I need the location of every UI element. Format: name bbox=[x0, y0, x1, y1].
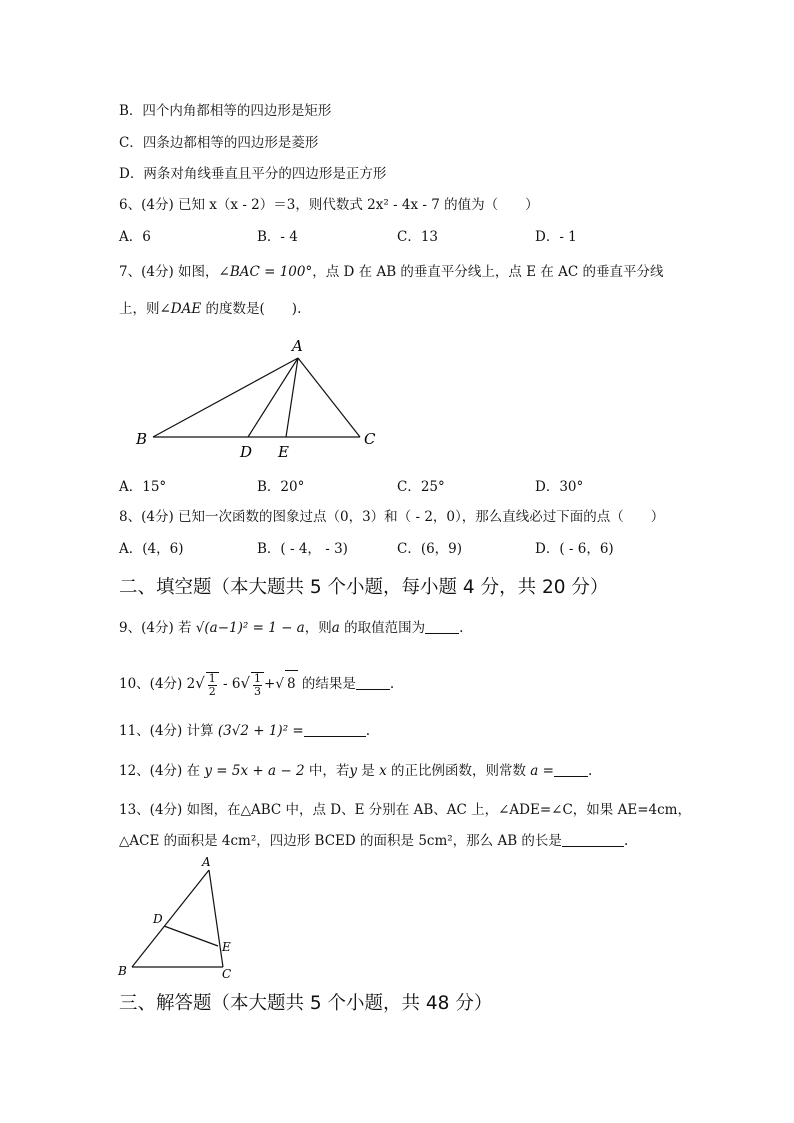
q10-rad8: 8 bbox=[285, 670, 298, 697]
q11-prefix: 11、(4分) 计算 bbox=[119, 723, 218, 739]
q9-expr: √(a−1)² = 1 − a bbox=[195, 620, 305, 636]
q13-line2: △ACE 的面积是 4cm²，四边形 BCED 的面积是 5cm²，那么 AB 的长是 bbox=[119, 833, 562, 849]
q7-suffix: ，点 D 在 AB 的垂直平分线上，点 E 在 AC 的垂直平分线 bbox=[312, 264, 664, 280]
q7-option-b: B．20° bbox=[257, 479, 305, 495]
q12-mid3: 的正比例函数，则常数 bbox=[386, 763, 531, 779]
choice-b: B．四个内角都相等的四边形是矩形 bbox=[119, 103, 332, 119]
q11-answer-blank[interactable] bbox=[304, 722, 366, 737]
q7-triangle bbox=[153, 358, 360, 437]
q6-option-a: A．6 bbox=[119, 229, 151, 245]
q10-mid: - 6 bbox=[218, 676, 241, 692]
q7-label-c: C bbox=[364, 430, 376, 448]
q7-label-b: B bbox=[136, 430, 148, 448]
q10-stem: 10、(4分) 2√ $\frac{1}{2}$ - 6√ $\frac{1}{3}$ +√ 8 的结果是 . bbox=[119, 671, 395, 698]
q11-expr: (3√2 + 1)² = bbox=[217, 723, 304, 739]
q6-option-c: C．13 bbox=[397, 229, 439, 245]
q6-option-d: D．- 1 bbox=[535, 229, 577, 245]
q12-mid: 中，若 bbox=[304, 763, 350, 779]
q7-figure bbox=[128, 330, 388, 465]
q12-stem bbox=[119, 762, 592, 780]
q13-stem-line1: 13、(4分) 如图，在△ABC 中，点 D、E 分别在 AB、AC 上，∠ADE=∠C，如果 AE=4cm， bbox=[119, 802, 691, 818]
q12-expr: y = 5x + a − 2 bbox=[204, 763, 305, 779]
q7-option-a: A．15° bbox=[119, 479, 167, 495]
q8-option-c: C．(6，9) bbox=[397, 541, 463, 557]
q10-suffix: 的结果是 bbox=[297, 676, 356, 692]
q12-x: x bbox=[379, 763, 387, 779]
choice-c: C．四条边都相等的四边形是菱形 bbox=[119, 135, 319, 151]
q7-angle: ∠BAC = 100° bbox=[218, 264, 313, 280]
q6-stem: 6、(4分) 已知 x（x - 2）＝3，则代数式 2x² - 4x - 7 的值为（ ） bbox=[119, 197, 539, 213]
q7-prefix: 7、(4分) 如图， bbox=[119, 264, 219, 280]
q9-prefix: 9、(4分) 若 bbox=[119, 620, 196, 636]
q9-suffix: 的取值范围为 bbox=[339, 620, 426, 636]
q6-options bbox=[119, 228, 639, 246]
q7-line2-prefix: 上，则 bbox=[119, 301, 160, 317]
q11-suffix: . bbox=[365, 723, 370, 739]
q12-mid2: 是 bbox=[356, 763, 380, 779]
q9-mid: ，则 bbox=[304, 620, 332, 636]
q13-label-a: A bbox=[202, 855, 211, 869]
q7-label-a: A bbox=[292, 337, 303, 355]
choice-d: D．两条对角线垂直且平分的四边形是正方形 bbox=[119, 166, 387, 182]
q13-triangle bbox=[132, 870, 223, 967]
q6-option-b: B．- 4 bbox=[257, 229, 298, 245]
q10-frac2: $\frac{1}{3}$ bbox=[251, 672, 264, 698]
q12-suffix: . bbox=[587, 763, 593, 779]
q8-option-d: D．( - 6，6) bbox=[535, 541, 614, 557]
q9-var: a bbox=[331, 620, 340, 636]
q7-label-e: E bbox=[278, 443, 289, 461]
q8-stem: 8、(4分) 已知一次函数的图象过点（0，3）和（ - 2，0），那么直线必过下面的点（ ） bbox=[119, 509, 665, 525]
q12-answer-blank[interactable] bbox=[554, 762, 588, 777]
q13-answer-blank[interactable] bbox=[562, 832, 624, 847]
q9-stem: 9、(4分) 若 √(a−1)² = 1 − a，则a 的取值范围为 . bbox=[119, 620, 464, 636]
q13-label-c: C bbox=[222, 967, 232, 981]
q12-prefix: 12、(4分) 在 bbox=[119, 763, 205, 779]
q7-options bbox=[119, 478, 639, 496]
q12-a: a = bbox=[530, 763, 554, 779]
q7-label-d: D bbox=[240, 443, 253, 461]
q7-stem-line2 bbox=[119, 300, 301, 318]
q10-plus: + bbox=[264, 676, 276, 692]
q7-line2-suffix: 的度数是( ). bbox=[201, 301, 302, 317]
q11-stem bbox=[119, 722, 370, 740]
q13-stem-line2 bbox=[119, 832, 628, 850]
q7-stem-line1 bbox=[119, 263, 664, 281]
q10-answer-blank[interactable] bbox=[356, 675, 390, 690]
q13-label-e: E bbox=[222, 940, 231, 954]
q12-y: y bbox=[349, 763, 357, 779]
q8-option-a: A．(4，6) bbox=[119, 541, 184, 557]
q7-option-c: C．25° bbox=[397, 479, 445, 495]
q7-angle2: ∠DAE bbox=[159, 301, 202, 317]
q13-line2-end: . bbox=[623, 833, 629, 849]
q10-frac1: $\frac{1}{2}$ bbox=[206, 672, 219, 698]
q8-option-b: B．( - 4， - 3) bbox=[257, 541, 348, 557]
q13-label-d: D bbox=[153, 912, 163, 926]
q8-options bbox=[119, 540, 639, 558]
q13-figure bbox=[115, 852, 245, 982]
q10-prefix: 10、(4分) 2 bbox=[119, 676, 196, 692]
section2-heading: 二、填空题（本大题共 5 个小题，每小题 4 分，共 20 分） bbox=[119, 577, 609, 598]
q9-answer-blank[interactable] bbox=[425, 619, 459, 634]
q7-option-d: D．30° bbox=[535, 479, 584, 495]
q13-label-b: B bbox=[118, 964, 127, 978]
section3-heading: 三、解答题（本大题共 5 个小题，共 48 分） bbox=[119, 993, 493, 1014]
